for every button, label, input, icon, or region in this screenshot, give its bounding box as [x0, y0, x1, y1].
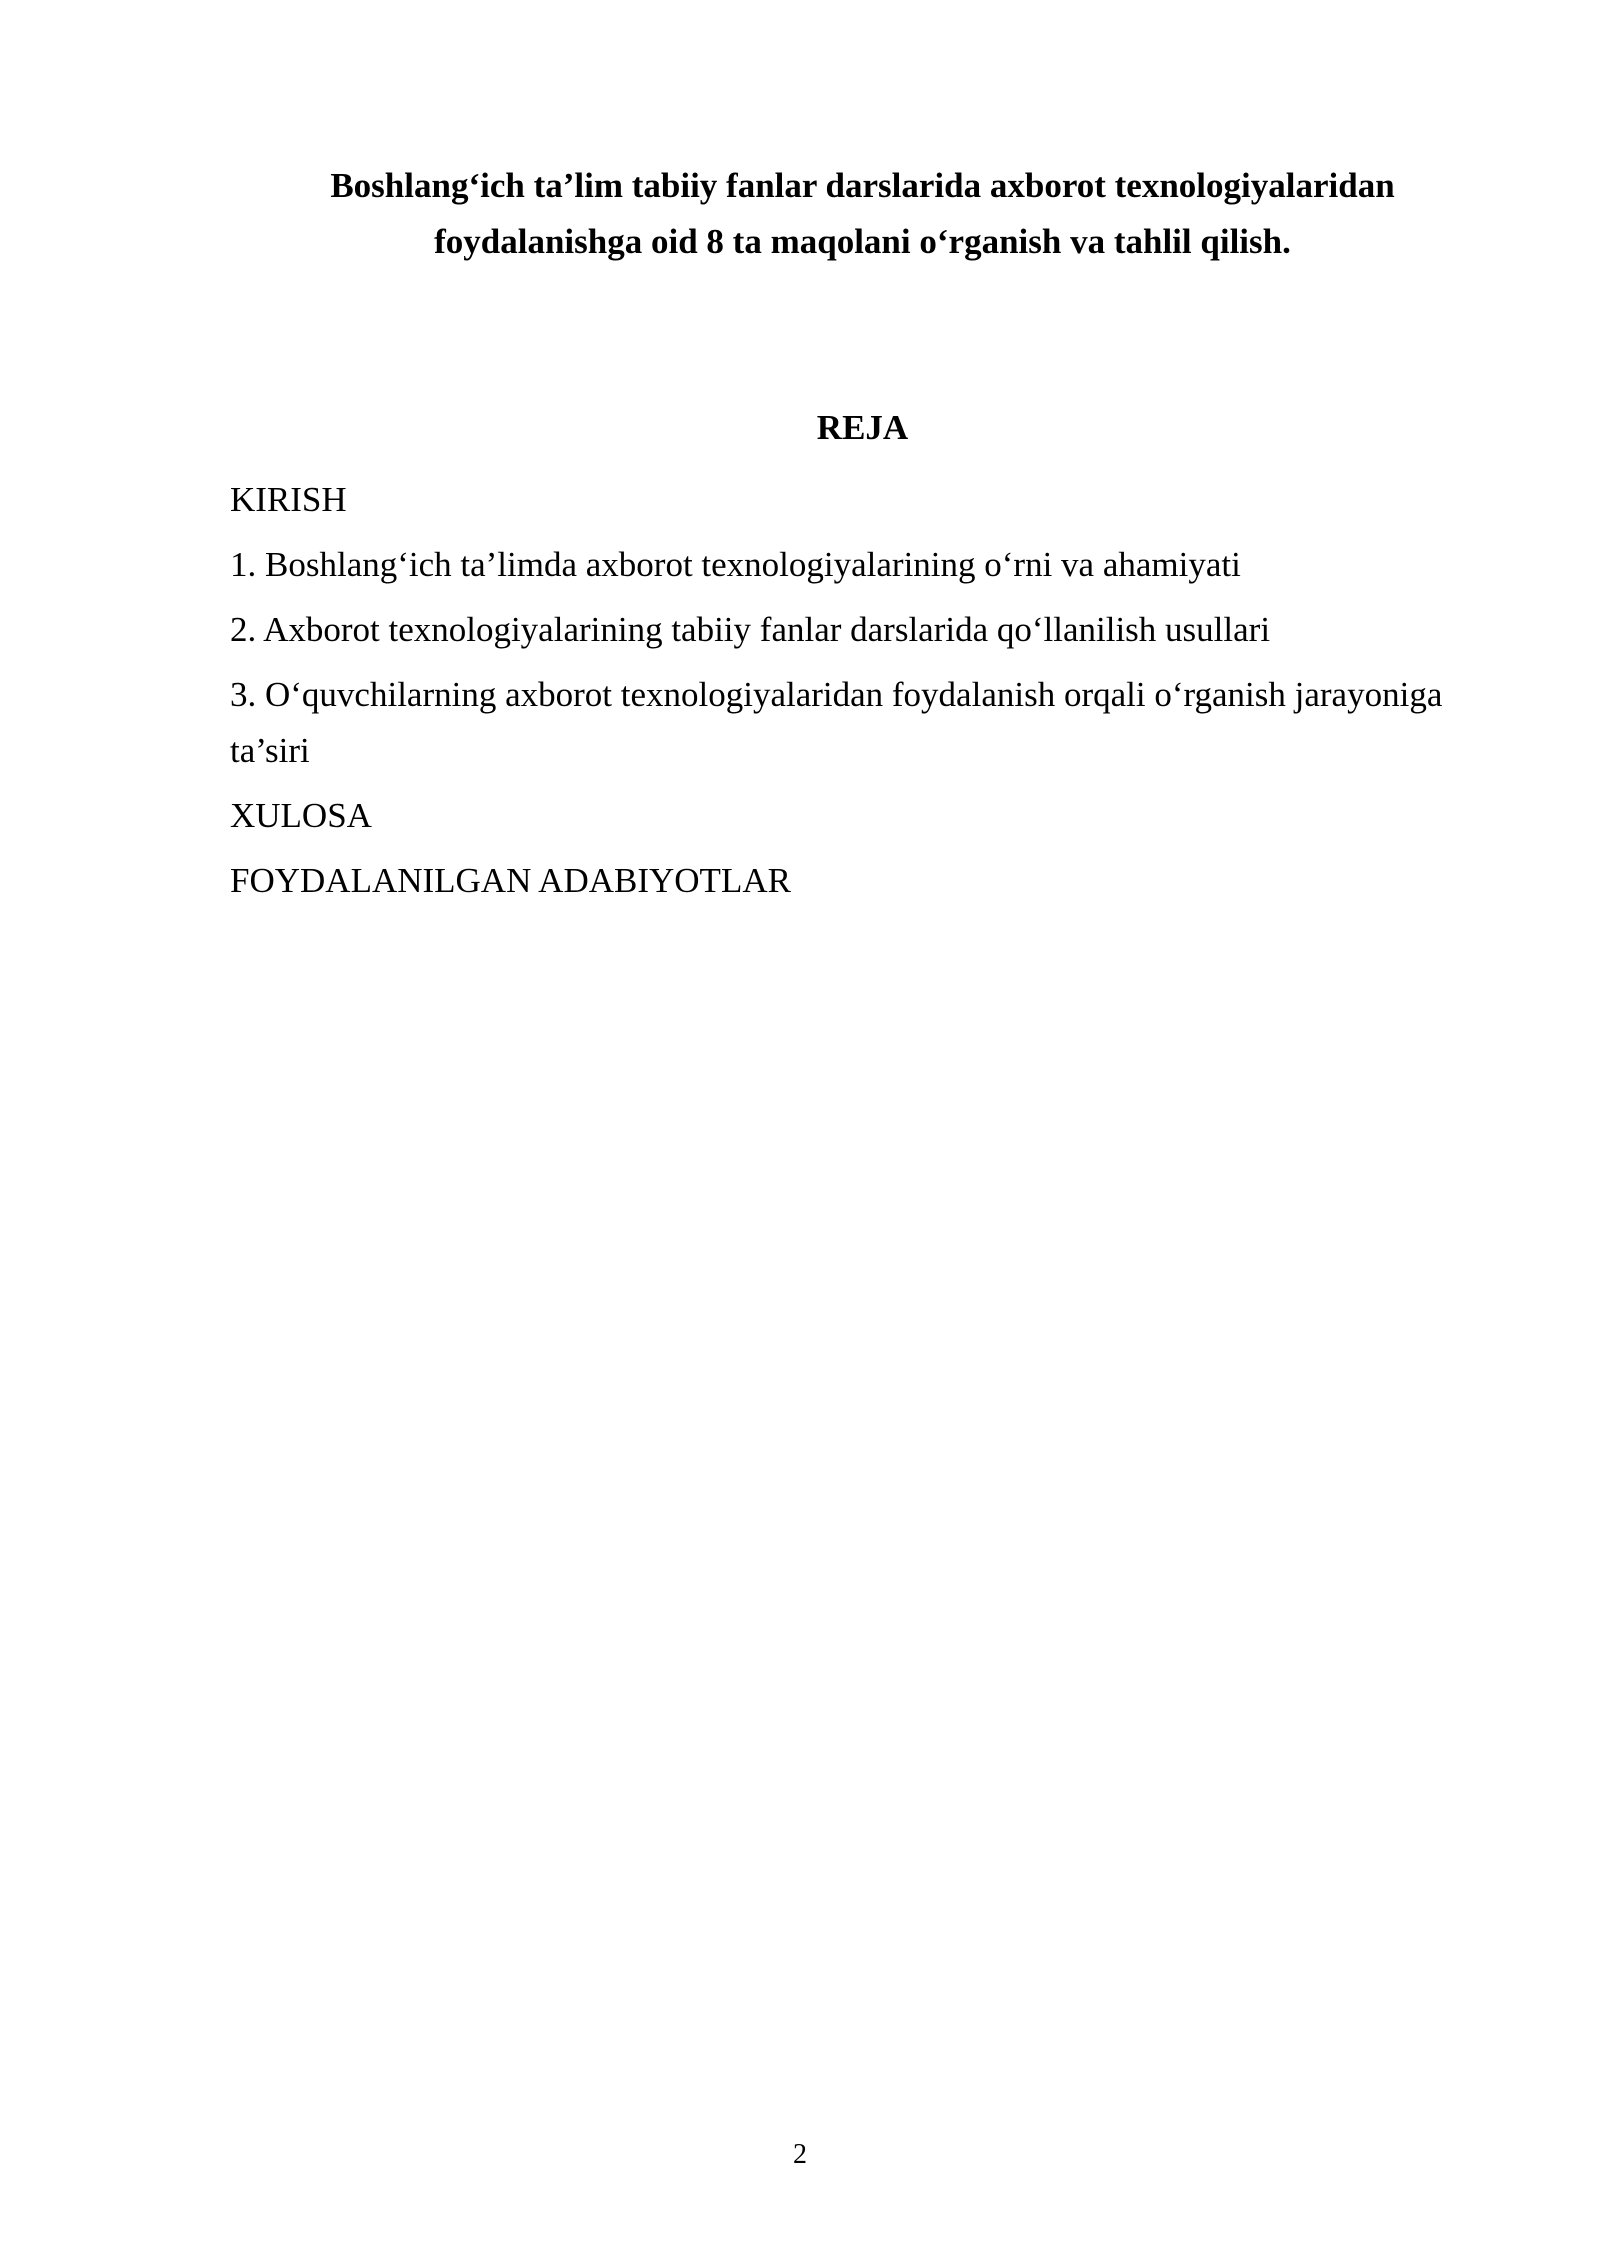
plan-item-2: 2. Axborot texnologiyalarining tabiiy fanlar darslarida qo‘llanilish usullari [230, 610, 1271, 649]
plan-item-3: 3. O‘quvchilarning axborot texnologiyalaridan foydalanish orqali o‘rganish jarayoniga ta’siri [230, 675, 1443, 770]
plan-item-1: 1. Boshlang‘ich ta’limda axborot texnologiyalarining o‘rni va ahamiyati [230, 545, 1241, 584]
page-number: 2 [793, 2139, 807, 2170]
title-line-2: foydalanishga oid 8 ta maqolani o‘rganish va tahlil qilish. [434, 222, 1291, 261]
plan-heading: REJA [816, 408, 909, 447]
plan-item-introduction: KIRISH [230, 480, 347, 519]
plan-list [230, 472, 1490, 918]
plan-item-conclusion: XULOSA [230, 796, 372, 835]
plan-item-references: FOYDALANILGAN ADABIYOTLAR [230, 861, 791, 900]
document-title [270, 158, 1455, 270]
title-line-1: Boshlang‘ich ta’lim tabiiy fanlar darslarida axborot texnologiyalaridan [330, 166, 1395, 205]
